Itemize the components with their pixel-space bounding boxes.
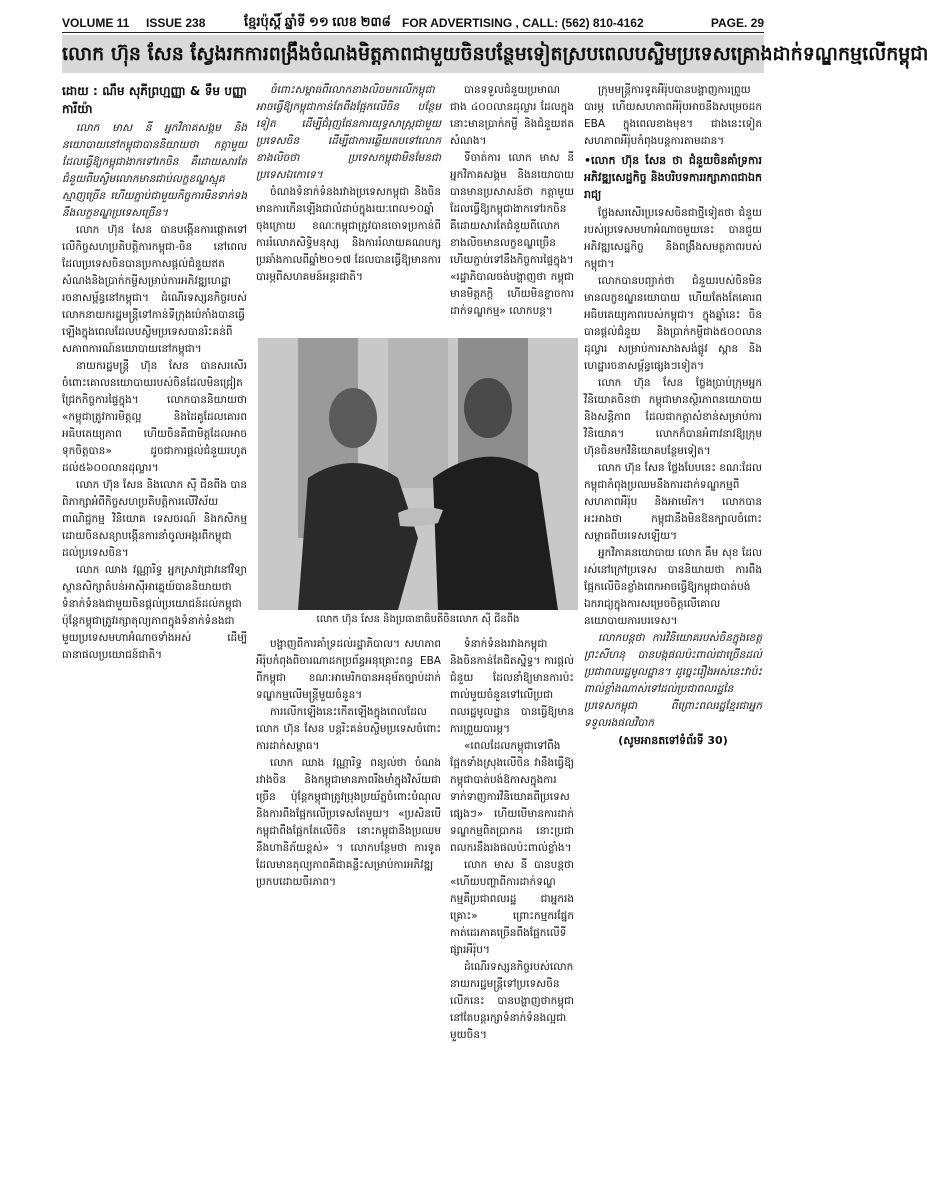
paragraph: លោក ហ៊ុន សែន បានបង្កើនការផ្តោតទៅលើកិច្ចសហប្រតិបត្តិការកម្ពុជា-ចិន នៅពេលដែលប្រទេសចិនបានប្រកាសផ្តល់ជំនួយឥតសំណងនិងប្រាក់កម្ចីសម្រាប់ការអភិវឌ្ឍហេដ្ឋារចនាសម្ព័ន្ធនៅកម្ពុជា។ ដំណើរទស្សនកិច្ចរបស់លោកនាយករដ្ឋមន្ត្រីទៅកាន់ទីក្រុងប៉េកាំងបានធ្វើឡើងក្នុងពេលដែលបស្ចិមប្រទេសបានរិះគន់ពីសភាពការណ៍នយោបាយនៅកម្ពុជា។	[62, 224, 247, 355]
paragraph: អ្នកវិភាគនយោបាយ លោក គឹម សុខ ដែលរស់នៅក្រៅប្រទេស បាននិយាយថា ការពឹងផ្អែកលើចិនខ្លាំងពេកអាចធ្វើឱ្យកម្ពុជាបាត់បង់ឯករាជ្យក្នុងការសម្រេចចិត្តលើគោលនយោបាយការបរទេស។	[584, 547, 762, 627]
paragraph: លោក ហ៊ុន សែន ថ្លែងប្រាប់ក្រុមអ្នកវិនិយោគចិនថា កម្ពុជាមានស្ថិរភាពនយោបាយ និងសន្តិភាព ដែលជាកត្តាសំខាន់សម្រាប់ការវិនិយោគ។ លោកក៏បានអំពាវនាវឱ្យក្រុមហ៊ុនចិនមកវិនិយោគបន្ថែមទៀត។	[584, 377, 762, 457]
paragraph: លោក ឈាង វណ្ណារិទ្ធ អ្នកស្រាវជ្រាវនៅវិទ្យាស្ថានសិក្សាតំបន់អាស៊ីអាគ្នេយ៍បាននិយាយថា ទំនាក់ទំនងជាមួយចិនផ្តល់ប្រយោជន៍ដល់កម្ពុជា ប៉ុន្តែកម្ពុជាត្រូវរក្សាតុល្យភាពក្នុងទំនាក់ទំនងជាមួយប្រទេសមហាអំណាចទាំងអស់ ដើម្បីធានាផលប្រយោជន៍ជាតិ។	[62, 564, 247, 661]
paragraph: លោក ហ៊ុន សែន និងលោក ស៊ី ជីនពីង បានពិភាក្សាអំពីកិច្ចសហប្រតិបត្តិការលើវិស័យពាណិជ្ជកម្ម វិនិយោគ ទេសចរណ៍ និងកសិកម្ម ដោយចិនសន្យាបង្កើនការនាំចូលអង្ករពីកម្ពុជាដល់ប្រទេសចិន។	[62, 479, 247, 559]
paragraph: ទំនាក់ទំនងរវាងកម្ពុជា និងចិនកាន់តែជិតស្និទ្ធ។ ការផ្តល់ជំនួយ ដែលនាំឱ្យមានការប៉ះពាល់មួយចំនួនទៅលើប្រជាពលរដ្ឋមូលដ្ឋាន បានធ្វើឱ្យមានការព្រួយបារម្ភ។	[450, 638, 574, 735]
news-photo	[258, 338, 578, 630]
paragraph: លោក មាស នី អ្នកវិភាគសង្គម និងនយោបាយនៅកម្ពុជាបាននិយាយថា កត្តាមួយដែលធ្វើឱ្យកម្ពុជាងាកទៅរកចិន គឺដោយសារតែជំនួយពីបស្ចិមលោកមានជាប់លក្ខខណ្ឌស្មុគស្មាញច្រើន ហើយភ្ជាប់ជាមួយកិច្ចការមិនទាក់ទងនឹងលក្ខខណ្ឌប្រទេសច្រើន។	[62, 122, 247, 219]
paragraph: ថ្លែងសរសើរប្រទេសចិនជាថ្មីទៀតថា ជំនួយរបស់ប្រទេសមហាអំណាចមួយនេះ បានជួយអភិវឌ្ឍសេដ្ឋកិច្ច និងពង្រឹងសមត្ថភាពរបស់កម្ពុជា។	[584, 207, 762, 270]
paragraph: «ពេលដែលកម្ពុជាទៅពឹងផ្អែកទាំងស្រុងលើចិន វានឹងធ្វើឱ្យកម្ពុជាបាត់បង់ឱកាសក្នុងការទាក់ទាញការវិនិយោគពីប្រទេសផ្សេងៗ» ហើយបើមានការដាក់ទណ្ឌកម្មពិតប្រាកដ នោះប្រជាពលករនឹងរងផលប៉ះពាល់ខ្លាំង។	[450, 740, 574, 854]
paragraph: នាយករដ្ឋមន្ត្រី ហ៊ុន សែន បានសរសើរចំពោះគោលនយោបាយរបស់ចិនដែលមិនជ្រៀតជ្រែកកិច្ចការផ្ទៃក្នុង។ លោកបាននិយាយថា «កម្ពុជាត្រូវការមិត្តល្អ និងដៃគូដែលគោរពអធិបតេយ្យភាព ហើយចិនគឺជាមិត្តដែលអាចទុកចិត្តបាន» ដូចជាការផ្តល់ជំនួយរហូតដល់៥៦០០លានដុល្លារ។	[62, 360, 247, 474]
paragraph: បានទទួលជំនួយប្រមាណជាង ៤០០លានដុល្លារ ដែលក្នុងនោះមានប្រាក់កម្ចី និងជំនួយឥតសំណង។	[450, 84, 574, 147]
issue: ISSUE 238	[146, 16, 206, 30]
paragraph: ការលើកឡើងនេះកើតឡើងក្នុងពេលដែលលោក ហ៊ុន សែន បន្តរិះគន់បស្ចិមប្រទេសចំពោះការដាក់សម្ពាធ។	[256, 706, 441, 752]
paragraph: ទីចាត់ការ លោក មាស នី អ្នកវិភាគសង្គម និងនយោបាយ បានមានប្រសាសន៍ថា កត្តាមួយដែលធ្វើឱ្យកម្ពុជាងាកទៅរកចិន គឺដោយសារតែជំនួយពីលោកខាងលិចមានលក្ខខណ្ឌច្រើន ហើយភ្ជាប់ទៅនឹងកិច្ចការផ្ទៃក្នុង។ «រដ្ឋាភិបាលចង់បង្ហាញថា កម្ពុជាមានមិត្តភក្តិ ហើយមិនខ្លាចការដាក់ទណ្ឌកម្ម» លោកបន្ត។	[450, 152, 574, 317]
page-number: PAGE. 29	[710, 16, 764, 30]
paragraph: ក្រុមមន្ត្រីការទូតអឺរ៉ុបបានបង្ហាញការព្រួយបារម្ភ ហើយសហភាពអឺរ៉ុបអាចនឹងសម្រេចដក EBA ក្នុងពេលខាងមុខ។ ជាងនេះទៀត សហភាពអឺរ៉ុបកំពុងបន្តការតាមដាន។	[584, 84, 762, 147]
khmer-issue: ខ្មែរប៉ុស្ដិ៍ ឆ្នាំទី ១១ លេខ ២៣៨	[244, 14, 391, 29]
paragraph: លោកបន្តថា ការវិនិយោគរបស់ចិនក្នុងខេត្តព្រះសីហនុ បានបង្កផលប៉ះពាល់ជាច្រើនដល់ប្រជាពលរដ្ឋមូលដ្ឋាន។ ដូច្នេះរឿងអស់នេះវាប៉ះពាល់ខ្លាំងណាស់ទៅដល់ប្រជាពលរដ្ឋនៃប្រទេសកម្ពុជា ពីព្រោះពលរដ្ឋខ្មែរជាអ្នកទទួលរងផលវិបាក	[584, 632, 762, 729]
column-2-top	[256, 82, 441, 336]
column-3-bottom	[450, 636, 574, 1146]
paragraph: ចំណងទំនាក់ទំនងរវាងប្រទេសកម្ពុជា និងចិនមានការកើនឡើងជាលំដាប់ក្នុងរយៈពេល១០ឆ្នាំចុងក្រោយ ខណៈកម្ពុជាត្រូវបានចោទប្រកាន់ពីការរំលោភសិទ្ធិមនុស្ស និងការរំលាយគណបក្សប្រឆាំងកាលពីឆ្នាំ២០១៧ ដែលបានធ្វើឱ្យមានការបារម្ភពីសហគមន៍អន្តរជាតិ។	[256, 186, 441, 283]
paragraph: ដំណើរទស្សនកិច្ចរបស់លោកនាយករដ្ឋមន្ត្រីទៅប្រទេសចិនលើកនេះ បានបង្ហាញថាកម្ពុជានៅតែបន្តរក្សាទំនាក់ទំនងល្អជាមួយចិន។	[450, 961, 574, 1041]
paragraph: លោក ឈាង វណ្ណារិទ្ធ ពន្យល់ថា ចំណងរវាងចិន និងកម្ពុជាមានភាពរឹងមាំក្នុងវិស័យជាច្រើន ប៉ុន្តែកម្ពុជាត្រូវប្រុងប្រយ័ត្នចំពោះបំណុល និងការពឹងផ្អែកលើប្រទេសតែមួយ។ «ប្រសិនបើកម្ពុជាពឹងផ្អែកតែលើចិន នោះកម្ពុជានឹងប្រឈមនឹងហានិភ័យខ្ពស់» ។ លោកបន្ថែមថា ការទូតដែលមានតុល្យភាពគឺជាគន្លឹះសម្រាប់ការអភិវឌ្ឍប្រកបដោយចីរភាព។	[256, 757, 441, 888]
volume: VOLUME 11	[62, 16, 130, 30]
paragraph: បង្ហាញពីការគាំទ្រដល់រដ្ឋាភិបាល។ សហភាពអឺរ៉ុបកំពុងពិចារណាដកប្រព័ន្ធអនុគ្រោះពន្ធ EBA ពីកម្ពុជា ខណៈអាមេរិកបានអនុម័តច្បាប់ដាក់ទណ្ឌកម្មលើមន្ត្រីមួយចំនួន។	[256, 638, 441, 701]
byline: ដោយ : ណឹម សុភីព្រហ្មញ្ញា & ទឹម បញ្ញាការីយ៉ា	[62, 84, 247, 116]
column-3-top	[450, 82, 574, 336]
column-2-bottom	[256, 636, 441, 1146]
subheading: •លោក ហ៊ុន សែន ថា ជំនួយចិនគាំទ្រការអភិវឌ្ឍសេដ្ឋកិច្ច និងបរិបទការរក្សាភាពជាឯករាជ្យ	[584, 154, 762, 201]
paragraph: លោក ហ៊ុន សែន ថ្លែងបែបនេះ ខណៈដែលកម្ពុជាកំពុងប្រឈមនឹងការដាក់ទណ្ឌកម្មពីសហភាពអឺរ៉ុប និងអាមេរិក។ លោកបានអះអាងថា កម្ពុជានឹងមិនឱនក្បាលចំពោះសម្ពាធពីបរទេសឡើយ។	[584, 462, 762, 542]
paragraph: លោក មាស នី បានបន្តថា «ហើយបញ្ហាពីការដាក់ទណ្ឌកម្មគឺប្រជាពលរដ្ឋ ជាអ្នករងគ្រោះ» ព្រោះកម្មករផ្នែកកាត់ដេរភាគច្រើនពឹងផ្អែកលើទីផ្សារអឺរ៉ុប។	[450, 859, 574, 956]
paragraph: ចំពោះសម្ពាធពីលោកខាងលិចមកលើកម្ពុជា អាចធ្វើឱ្យកម្ពុជាកាន់តែពឹងផ្អែកលើចិន បន្ថែមទៀត ដើម្បីជំរុញផែនការយុទ្ធសាស្ត្រជាមួយប្រទេសចិន ដើម្បីជាការឆ្លើយតបទៅលោកខាងលិចថា ប្រទេសកម្ពុជាមិនមែនជាប្រទេសឯកោទេ។	[256, 84, 441, 181]
headline: លោក ហ៊ុន សែន ស្វែងរកការពង្រឹងចំណងមិត្តភាពជាមួយចិនបន្ថែមទៀតស្របពេលបស្ចិមប្រទេសគ្រោងដាក់ទណ្ឌកម្មលើកម្ពុជា	[62, 35, 764, 73]
advertising-contact: FOR ADVERTISING , CALL: (562) 810-4162	[402, 16, 644, 30]
handshake-photo	[258, 338, 578, 610]
paragraph: លោកបានបញ្ជាក់ថា ជំនួយរបស់ចិនមិនមានលក្ខខណ្ឌនយោបាយ ហើយតែងតែគោរពអធិបតេយ្យភាពរបស់កម្ពុជា។ ក្នុងឆ្នាំនេះ ចិនបានផ្តល់ជំនួយ និងប្រាក់កម្ចីជាង៥០០លានដុល្លារ សម្រាប់ការសាងសង់ផ្លូវ ស្ពាន និងហេដ្ឋារចនាសម្ព័ន្ធផ្សេងៗទៀត។	[584, 275, 762, 372]
page-header	[62, 14, 764, 33]
column-4	[584, 82, 762, 1147]
continued-on-page[interactable]: (សូមអានតទៅទំព័រទី 30)	[618, 734, 728, 747]
photo-caption: លោក ហ៊ុន សែន និងប្រធានាធិបតីចិនលោក ស៊ី ជីនពីង	[258, 610, 578, 630]
column-1	[62, 82, 247, 1147]
